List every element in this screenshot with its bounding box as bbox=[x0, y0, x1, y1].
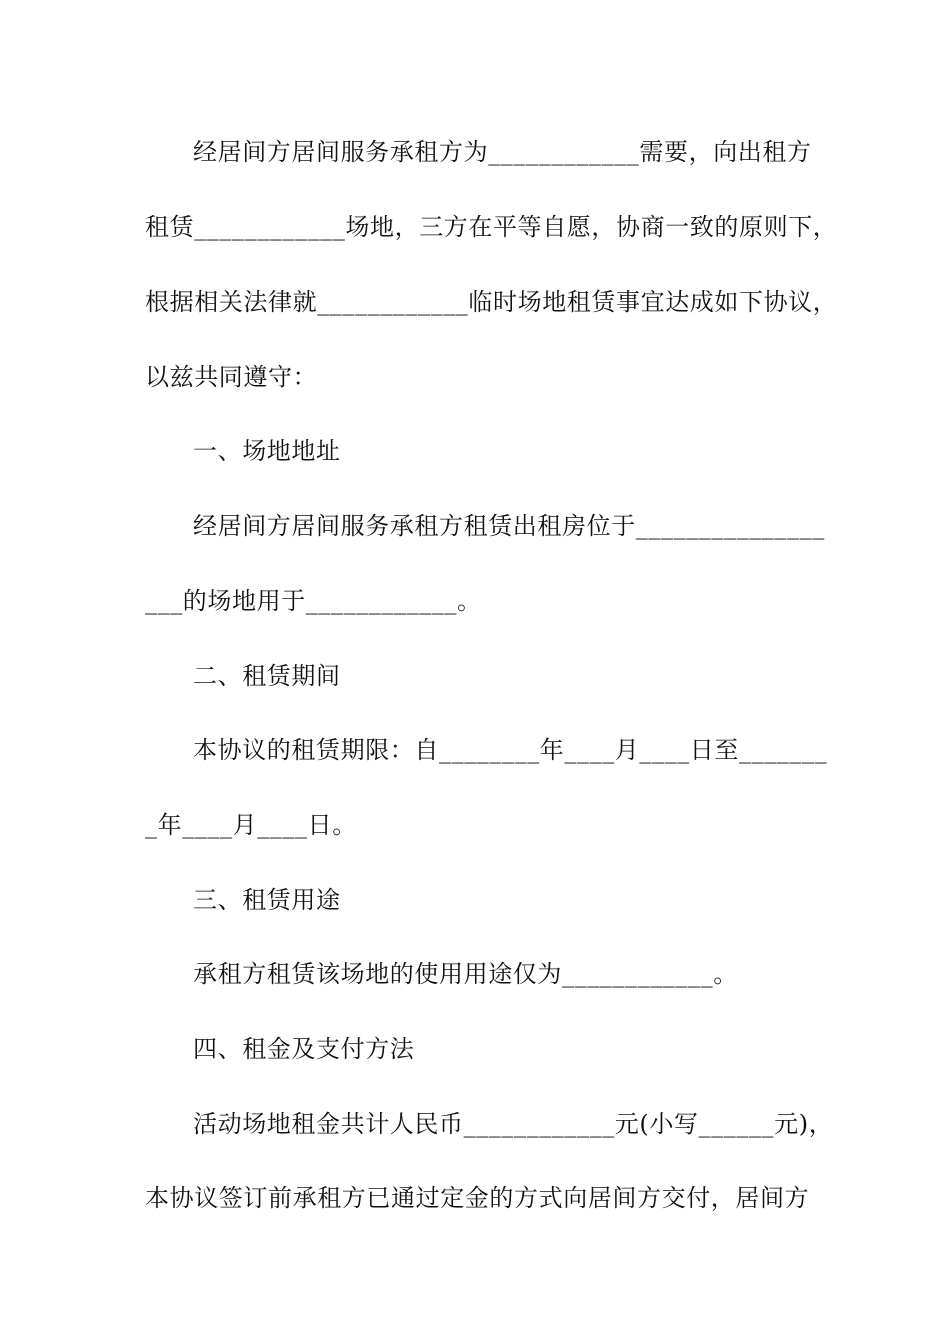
paragraph-intro-line-2: 租赁____________场地，三方在平等自愿，协商一致的原则下， bbox=[145, 213, 838, 241]
rent-payment-line-1: 活动场地租金共计人民币____________元(小写______元)， bbox=[193, 1110, 834, 1138]
section-heading-lease-term: 二、租赁期间 bbox=[193, 662, 341, 690]
lease-term-line-2: _年____月____日。 bbox=[145, 811, 357, 839]
section-heading-site-address: 一、场地地址 bbox=[193, 437, 341, 465]
section-heading-rent-payment: 四、租金及支付方法 bbox=[193, 1035, 415, 1063]
section-heading-lease-purpose: 三、租赁用途 bbox=[193, 886, 341, 914]
rent-payment-line-2: 本协议签订前承租方已通过定金的方式向居间方交付，居间方 bbox=[145, 1184, 810, 1212]
lease-purpose-line: 承租方租赁该场地的使用用途仅为____________。 bbox=[193, 960, 738, 988]
paragraph-intro-line-4: 以兹共同遵守： bbox=[145, 363, 318, 391]
site-address-line-2: ___的场地用于____________。 bbox=[145, 587, 482, 615]
paragraph-intro-line-3: 根据相关法律就____________临时场地租赁事宜达成如下协议， bbox=[145, 288, 838, 316]
lease-term-line-1: 本协议的租赁期限：自________年____月____日至_______ bbox=[193, 736, 828, 764]
paragraph-intro-line-1: 经居间方居间服务承租方为____________需要，向出租方 bbox=[193, 138, 812, 166]
site-address-line-1: 经居间方居间服务承租方租赁出租房位于_______________ bbox=[193, 512, 825, 540]
